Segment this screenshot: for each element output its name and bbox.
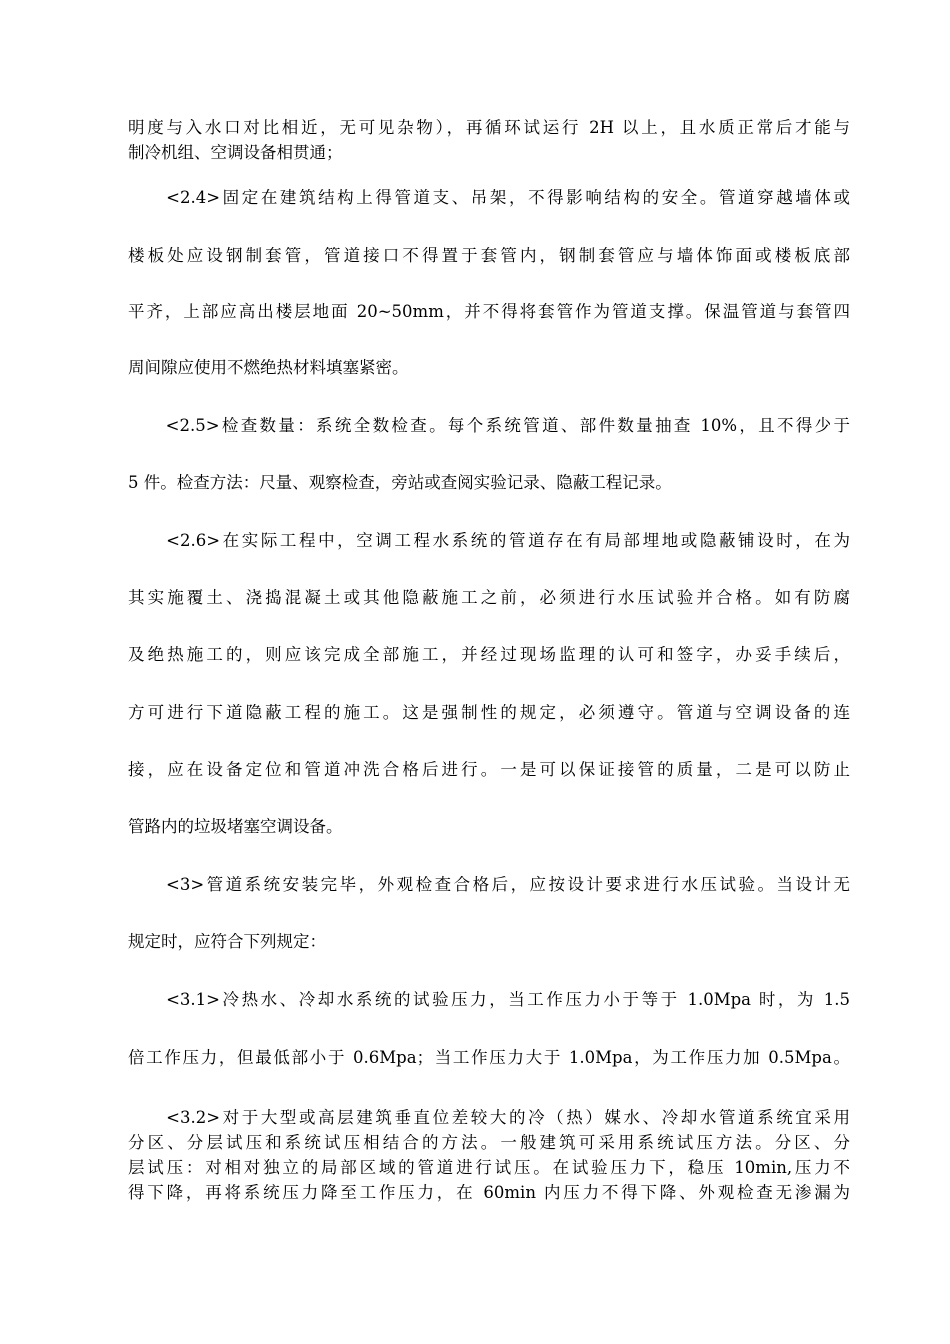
text-line: <2.5>检查数量：系统全数检查。每个系统管道、部件数量抽查 10%，且不得少于 (128, 416, 850, 435)
text-line: 楼板处应设钢制套管，管道接口不得置于套管内，钢制套管应与墙体饰面或楼板底部 (128, 246, 850, 265)
text-line: 5 件。检查方法：尺量、观察检查，旁站或查阅实验记录、隐蔽工程记录。 (128, 473, 672, 492)
text-line: 及绝热施工的，则应该完成全部施工，并经过现场监理的认可和签字，办妥手续后， (128, 645, 850, 664)
text-line: 接，应在设备定位和管道冲洗合格后进行。一是可以保证接管的质量，二是可以防止 (128, 760, 850, 779)
text-line: 其实施覆土、浇捣混凝土或其他隐蔽施工之前，必须进行水压试验并合格。如有防腐 (128, 588, 850, 607)
text-line: 明度与入水口对比相近，无可见杂物），再循环试运行 2H 以上，且水质正常后才能与 (128, 118, 850, 137)
text-line: 层试压：对相对独立的局部区域的管道进行试压。在试验压力下，稳压 10min,压力不 (128, 1158, 850, 1177)
text-line: 分区、分层试压和系统试压相结合的方法。一般建筑可采用系统试压方法。分区、分 (128, 1133, 850, 1152)
text-line: <3.1>冷热水、冷却水系统的试验压力，当工作压力小于等于 1.0Mpa 时，为 1.5 (128, 990, 850, 1009)
text-line: <3.2>对于大型或高层建筑垂直位差较大的冷（热）媒水、冷却水管道系统宜采用 (128, 1108, 850, 1127)
text-line: 管路内的垃圾堵塞空调设备。 (128, 817, 343, 836)
text-line: 周间隙应使用不燃绝热材料填塞紧密。 (128, 358, 409, 377)
text-line: <2.6>在实际工程中，空调工程水系统的管道存在有局部埋地或隐蔽铺设时，在为 (128, 531, 850, 550)
text-line: 制冷机组、空调设备相贯通； (128, 143, 343, 162)
text-line: <3>管道系统安装完毕，外观检查合格后，应按设计要求进行水压试验。当设计无 (128, 875, 850, 894)
text-line: 得下降，再将系统压力降至工作压力，在 60min 内压力不得下降、外观检查无渗漏为 (128, 1183, 850, 1202)
text-line: 倍工作压力，但最低部小于 0.6Mpa；当工作压力大于 1.0Mpa，为工作压力加 0.5Mpa。 (128, 1048, 850, 1067)
text-line: 方可进行下道隐蔽工程的施工。这是强制性的规定，必须遵守。管道与空调设备的连 (128, 703, 850, 722)
text-line: 平齐，上部应高出楼层地面 20~50mm，并不得将套管作为管道支撑。保温管道与套管四 (128, 302, 850, 321)
text-line: <2.4>固定在建筑结构上得管道支、吊架，不得影响结构的安全。管道穿越墙体或 (128, 188, 850, 207)
text-line: 规定时，应符合下列规定： (128, 932, 326, 951)
